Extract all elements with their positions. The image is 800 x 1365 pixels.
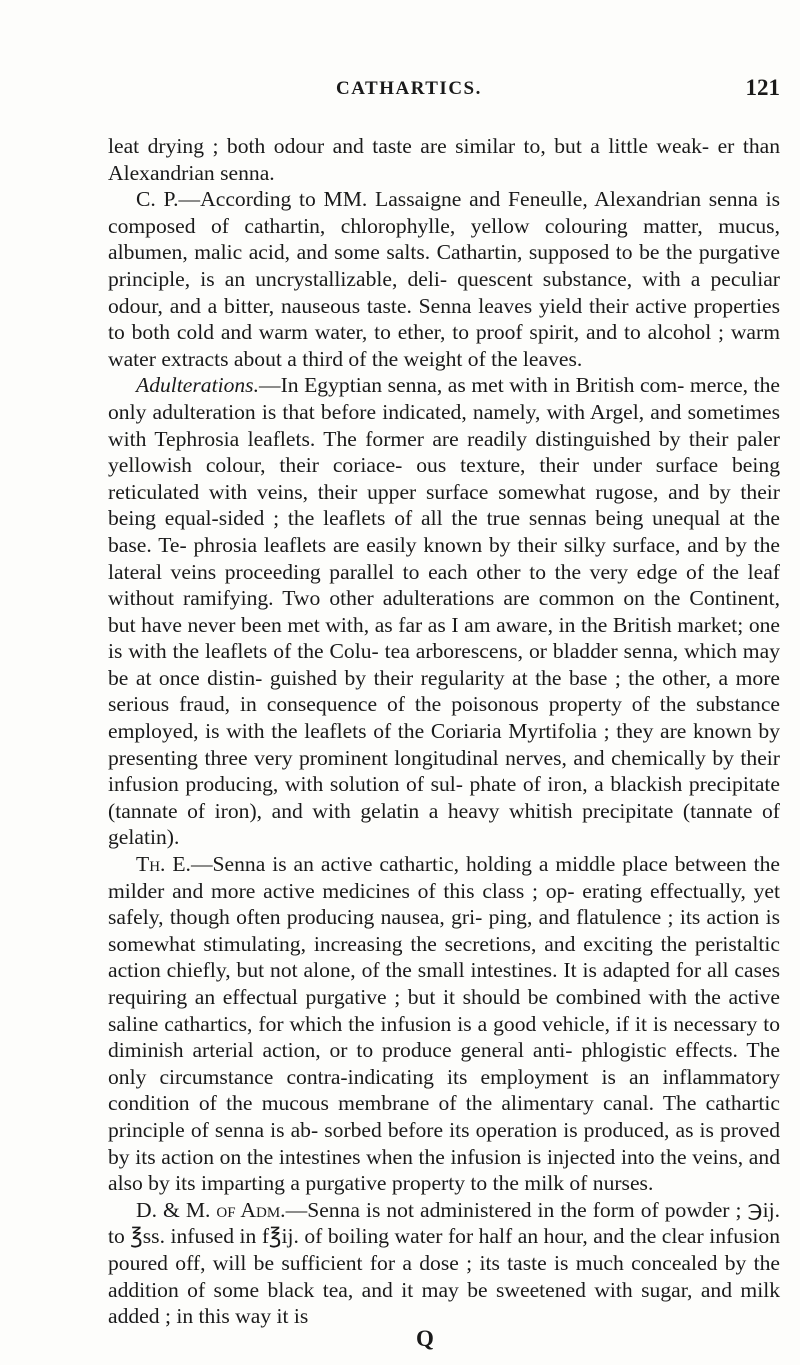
paragraph-dose-and-administration [108, 1197, 780, 1330]
page-number: 121 [745, 75, 780, 100]
section-lead: D. & M. of Adm. [136, 1197, 286, 1222]
paragraph-therapeutic-effects [108, 851, 780, 1197]
paragraph-text: —Senna is not administered in the form of powder ; ℈ij. to ℥ss. infused in f℥ij. of boiling water for half an hour, and the clear infusion poured off, will be sufficient for a dose ; its taste is much concealed by the addition of some black tea, and it may be sweetened with sugar, and milk added ; in this way it is [108, 1197, 780, 1329]
body-text [108, 133, 780, 1330]
paragraph-text: leat drying ; both odour and taste are similar to, but a little weak- er than Alexandrian senna. [108, 134, 780, 185]
paragraph-text: —According to MM. Lassaigne and Feneulle, Alexandrian senna is composed of cathartin, chlorophylle, yellow colouring matter, mucus, albumen, malic acid, and some salts. Cathartin, supposed to be the purgative principle, is an uncrystallizable, deli- quescent substance, with a peculiar odour, and a bitter, nauseous taste. Senna leaves yield their active properties to both cold and warm water, to ether, to proof spirit, and to alcohol ; warm water extracts about a third of the weight of the leaves. [108, 187, 780, 371]
paragraph-continuation [108, 133, 780, 186]
section-lead: Adulterations. [136, 373, 259, 398]
paragraph-text: —In Egyptian senna, as met with in British com- merce, the only adulteration is that before indicated, namely, with Argel, and sometimes with Tephrosia leaflets. The former are readily distinguished by their paler yellowish colour, their coriace- ous texture, their under surface being reticulated with veins, their upper surface somewhat rugose, and by their being equal-sided ; the leaflets of all the true sennas being unequal at the base. Te- phrosia leaflets are easily known by their silky surface, and by the lateral veins proceeding parallel to each other to the very edge of the leaf without ramifying. Two other adulterations are common on the Continent, but have never been met with, as far as I am aware, in the British market; one is with the leaflets of the Colu- tea arborescens, or bladder senna, which may be at once distin- guished by their regularity at the base ; the other, a more serious fraud, in consequence of the poisonous property of the substance employed, is with the leaflets of the Coriaria Myrtifolia ; they are known by presenting three very prominent longitudinal nerves, and chemically by their infusion producing, with solution of sul- phate of iron, a blackish precipitate (tannate of iron), and with gelatin a heavy whitish precipitate (tannate of gelatin). [108, 373, 780, 850]
running-head-title: CATHARTICS. [336, 78, 482, 99]
section-lead: Th. E. [136, 852, 191, 877]
signature-mark: Q [416, 1326, 434, 1351]
paragraph-adulterations [108, 372, 780, 851]
paragraph-chemical-properties [108, 186, 780, 372]
section-lead: C. P. [136, 187, 179, 212]
paragraph-text: —Senna is an active cathartic, holding a middle place between the milder and more active medicines of this class ; op- erating effectually, yet safely, though often producing nausea, gri- ping, and flatulence ; its action is somewhat stimulating, increasing the secretions, and exciting the peristaltic action chiefly, but not alone, of the small intestines. It is adapted for all cases requiring an effectual purgative ; but it should be combined with the active saline cathartics, for which the infusion is a good vehicle, if it is necessary to diminish arterial action, or to produce general anti- phlogistic effects. The only circumstance contra-indicating its employment is an inflammatory condition of the mucous membrane of the alimentary canal. The cathartic principle of senna is ab- sorbed before its operation is produced, as is proved by its action on the intestines when the infusion is injected into the veins, and also by its imparting a purgative property to the milk of nurses. [108, 852, 780, 1196]
running-head [108, 75, 780, 108]
